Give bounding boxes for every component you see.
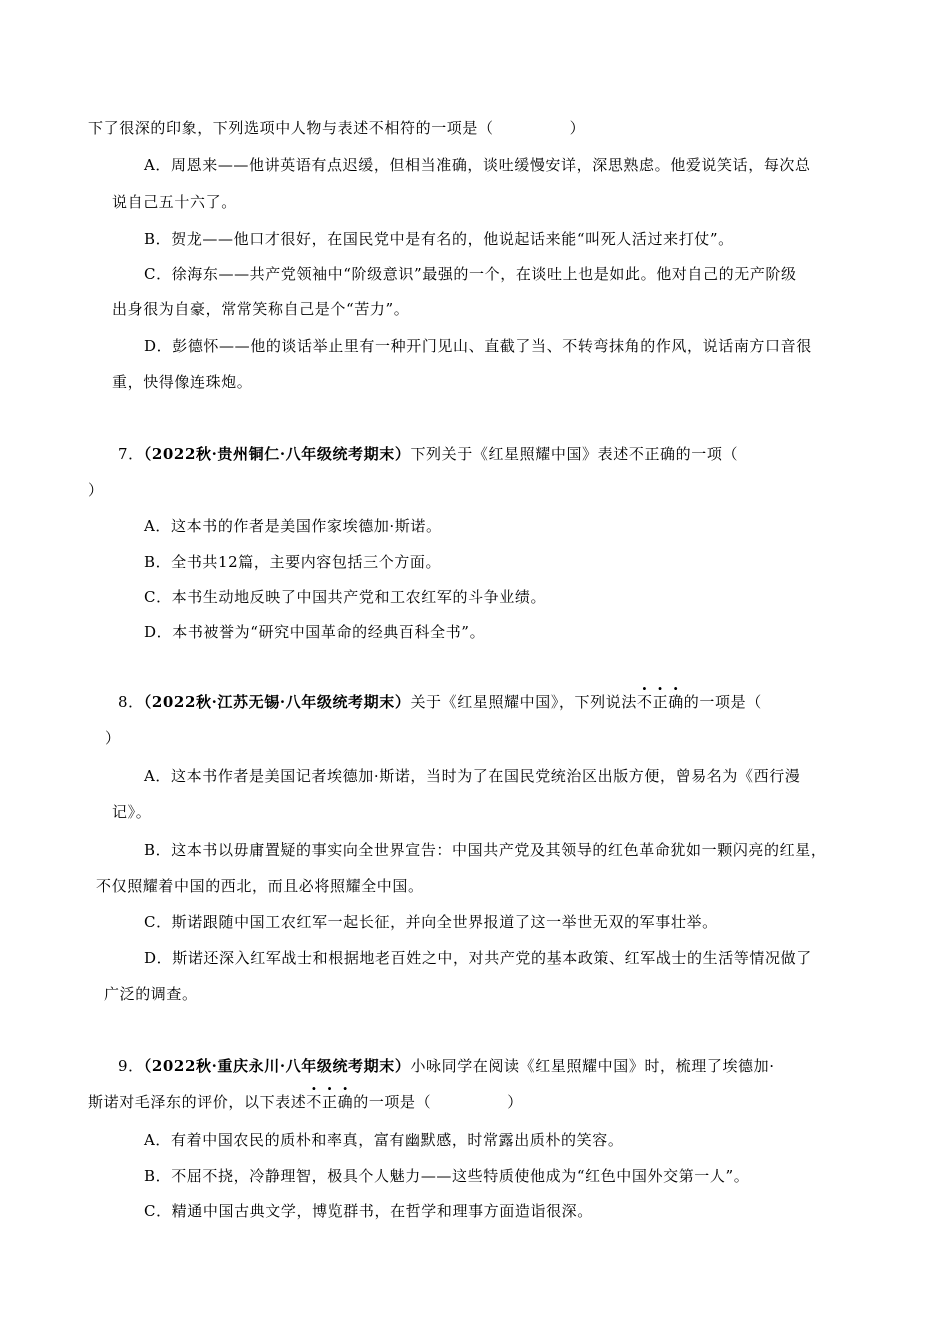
q6-option-c-cont: 出身很为自豪，常常笑称自己是个“苦力”。	[112, 300, 410, 318]
q6-option-a: A．周恩来——他讲英语有点迟缓，但相当准确，谈吐缓慢安详，深思熟虑。他爱说笑话，每次总	[144, 156, 811, 174]
q6-option-b: B．贺龙——他口才很好，在国民党中是有名的，他说起话来能“叫死人活过来打仗”。	[144, 230, 734, 248]
q6-stem: 下了很深的印象，下列选项中人物与表述不相符的一项是（	[88, 119, 494, 137]
q9-option-b: B．不屈不挠，冷静理智，极具个人魅力——这些特质使他成为“红色中国外交第一人”。	[144, 1167, 750, 1185]
q6-option-d: D．彭德怀——他的谈话举止里有一种开门见山、直截了当、不转弯抹角的作风，说话南方口音很	[144, 337, 812, 355]
q9-stem-end: 的一项是（	[353, 1093, 432, 1111]
q9-stem-line-2	[88, 1092, 523, 1112]
q9-option-a: A．有着中国农民的质朴和率真，富有幽默感，时常露出质朴的笑容。	[144, 1131, 624, 1149]
q8-option-d-cont: 广泛的调查。	[104, 985, 198, 1003]
q9-emphasis-char: 正	[322, 1093, 338, 1111]
q6-paren-close: ）	[569, 119, 586, 137]
q7-paren-close: ）	[88, 481, 104, 499]
q9-emphasis-char: 不	[306, 1093, 323, 1111]
q8-emphasis-char: 不	[636, 693, 653, 711]
q7-stem-line	[118, 444, 738, 464]
q8-emphasis-char: 正	[652, 693, 669, 711]
q8-stem-line	[118, 692, 762, 712]
q7-number: 7．	[118, 445, 144, 463]
q8-number: 8．	[118, 693, 144, 711]
q8-option-b: B．这本书以毋庸置疑的事实向全世界宣告：中国共产党及其领导的红色革命犹如一颗闪亮的红星，	[144, 841, 827, 859]
q8-emphasis-char: 确	[668, 693, 684, 711]
q9-stem-line	[118, 1056, 775, 1076]
q7-source: （2022秋·贵州铜仁·八年级统考期末）	[143, 445, 411, 463]
q6-option-c: C．徐海东——共产党领袖中“阶级意识”最强的一个，在谈吐上也是如此。他对自己的无产阶级	[144, 265, 797, 283]
q6-option-a-cont: 说自己五十六了。	[112, 193, 237, 211]
q8-paren-close: ）	[105, 729, 121, 747]
q9-stem: 小咏同学在阅读《红星照耀中国》时，梳理了埃德加·	[410, 1057, 775, 1075]
q9-stem-cont: 斯诺对毛泽东的评价，以下表述	[88, 1093, 307, 1111]
q7-option-a: A．这本书的作者是美国作家埃德加·斯诺。	[144, 517, 442, 535]
q9-emphasis-char: 确	[337, 1093, 354, 1111]
q8-source: （2022秋·江苏无锡·八年级统考期末）	[143, 693, 411, 711]
q8-stem-end: 的一项是（	[683, 693, 762, 711]
q7-stem: 下列关于《红星照耀中国》表述不正确的一项（	[410, 445, 739, 463]
q7-option-c: C．本书生动地反映了中国共产党和工农红军的斗争业绩。	[144, 588, 547, 606]
q7-option-b: B．全书共12篇，主要内容包括三个方面。	[144, 553, 442, 571]
q6-option-d-cont: 重，快得像连珠炮。	[112, 373, 253, 391]
q8-option-d: D．斯诺还深入红军战士和根据地老百姓之中，对共产党的基本政策、红军战士的生活等情况做了	[144, 949, 812, 967]
q9-option-c: C．精通中国古典文学，博览群书，在哲学和理事方面造诣很深。	[144, 1202, 593, 1220]
q8-option-a: A．这本书作者是美国记者埃德加·斯诺，当时为了在国民党统治区出版方便，曾易名为《西行漫	[144, 767, 801, 785]
q8-option-b-cont: 不仅照耀着中国的西北，而且必将照耀全中国。	[96, 877, 424, 895]
q8-option-c: C．斯诺跟随中国工农红军一起长征，并向全世界报道了这一举世无双的军事壮举。	[144, 913, 718, 931]
q6-stem-line	[88, 118, 585, 138]
q8-stem: 关于《红星照耀中国》，下列说法	[410, 693, 637, 711]
q7-option-d: D．本书被誉为“研究中国革命的经典百科全书”。	[144, 623, 486, 641]
q9-number: 9．	[118, 1057, 144, 1075]
q9-source: （2022秋·重庆永川·八年级统考期末）	[143, 1057, 411, 1075]
q8-option-a-cont: 记》。	[112, 803, 152, 821]
q9-paren-close: ）	[507, 1093, 523, 1111]
